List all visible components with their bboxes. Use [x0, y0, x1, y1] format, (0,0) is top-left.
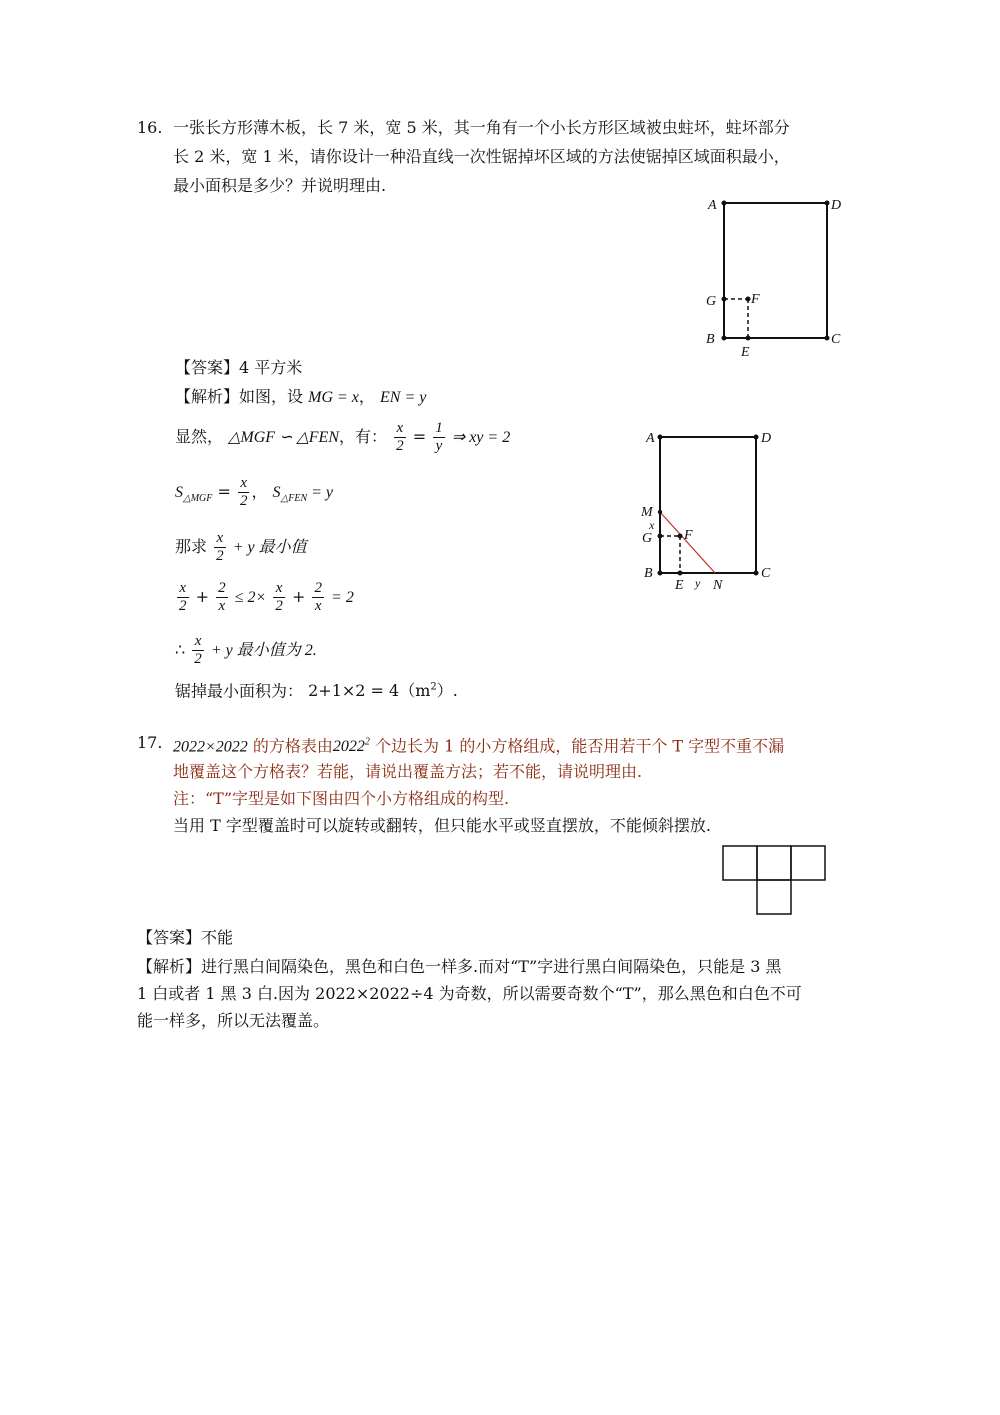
t-square-4 [757, 880, 791, 914]
label-g: G [706, 294, 717, 309]
label-x: x [649, 518, 655, 532]
label-g: G [642, 531, 653, 546]
label-a: A [646, 431, 655, 446]
board-rectangle [724, 203, 827, 338]
q17-analysis-line1: 【解析】进行黑白间隔染色，黑色和白色一样多.而对“T”字进行黑白间隔染色，只能是 3 黑 [137, 957, 782, 976]
fraction-x-over-2: $\frac{x}{2}$ [239, 475, 248, 509]
point-m [658, 510, 662, 514]
label-d: D [761, 431, 772, 446]
find-min-text: 那求 [175, 537, 208, 556]
q17-number: 17. [137, 733, 163, 752]
point-e [678, 571, 683, 576]
q17-line1: 2022×2022 的方格表由2022$^2$ 个边长为 1 的小方格组成，能否用若干个 T 字型不重不漏 [173, 736, 785, 756]
label-f: F [684, 528, 693, 543]
board-rectangle [660, 437, 756, 573]
s-mgf: $S_{\triangle MGF}$ [175, 484, 213, 505]
q17-line3: 注：“T”字型是如下图由四个小方格组成的构型. [173, 789, 510, 808]
q16-analysis-intro [175, 386, 426, 409]
q16-final-line [175, 677, 458, 702]
en-expression: EN = y [380, 389, 427, 406]
q16-figure-1 [695, 190, 855, 360]
label-b: B [644, 566, 653, 581]
label-c: C [831, 332, 841, 347]
answer-label: 【答案】 [175, 358, 240, 377]
have-text: ，有： [339, 427, 388, 446]
analysis-label: 【解析】 [175, 387, 240, 406]
mg-expression: MG = x [308, 389, 359, 406]
label-n: N [713, 578, 723, 593]
q16-similar-line: 显然， △MGF ∽ △FEN，有： $\frac{x}{2}$ = $\frac{1}{y}$ ⇒ xy = 2 [175, 420, 511, 454]
q17-line4: 当用 T 字型覆盖时可以旋转或翻转，但只能水平或竖直摆放，不能倾斜摆放. [173, 816, 711, 835]
point-f [746, 297, 751, 302]
final-expression: $2+1\times 2 = 4(m^2)$. [308, 681, 458, 701]
label-e: E [675, 578, 684, 593]
label-c: C [761, 566, 771, 581]
q16-find-min-line [175, 530, 307, 565]
fraction-x-over-2: $\frac{x}{2}$ [396, 420, 404, 454]
comma: ， [358, 387, 375, 406]
q16-therefore-line: ∴ $\frac{x}{2}$ + y 最小值为 2. [175, 633, 317, 667]
point-g [722, 297, 727, 302]
t-square-1 [723, 846, 757, 880]
answer-label: 【答案】 [137, 928, 202, 947]
t-square-3 [791, 846, 825, 880]
final-text: 锯掉最小面积为： [175, 681, 304, 701]
point-g [658, 534, 663, 539]
similar-triangles: △MGF ∽ △FEN [228, 429, 339, 446]
q16-line2: 长 2 米，宽 1 米，请你设计一种沿直线一次性锯掉坏区域的方法使锯掉区域面积最小， [173, 147, 790, 166]
plus-y-min: + y 最小值 [232, 539, 307, 556]
label-b: B [706, 332, 715, 347]
t-square-2 [757, 846, 791, 880]
point-b [722, 336, 727, 341]
point-a [658, 435, 663, 440]
obviously-text: 显然， [175, 427, 224, 446]
implies-xy: ⇒ xy = 2 [451, 429, 511, 446]
answer-text: 不能 [201, 928, 234, 947]
point-d [754, 435, 759, 440]
s-fen: $S_{\triangle FEN}$ [272, 484, 308, 505]
q17-analysis-line2: 1 白或者 1 黑 3 白.因为 2022×2022÷4 为奇数，所以需要奇数个“T”，那么黑色和白色不可 [137, 984, 802, 1003]
point-b [658, 571, 663, 576]
label-d: D [831, 198, 842, 213]
q16-number: 16. [137, 118, 163, 137]
point-a [722, 201, 727, 206]
analysis-label: 【解析】 [137, 957, 202, 976]
point-c [754, 571, 759, 576]
label-y: y [695, 576, 701, 590]
answer-text: 4 平方米 [239, 358, 303, 377]
label-e: E [741, 345, 750, 360]
q16-figure-2 [635, 425, 795, 595]
fraction-1-over-y: $\frac{1}{y}$ [435, 420, 443, 454]
q17-answer [137, 927, 233, 949]
point-e [746, 336, 751, 341]
min-value: + y 最小值为 2. [210, 642, 317, 659]
point-c [825, 336, 830, 341]
label-f: F [751, 292, 760, 307]
analysis-intro: 如图，设 [239, 387, 304, 406]
q16-area-line: $S_{\triangle MGF}$ = $\frac{x}{2}$ ， $S_{\triangle FEN} = y$ [175, 475, 334, 509]
q17-line2: 地覆盖这个方格表？若能，请说出覆盖方法；若不能，请说明理由. [173, 762, 643, 781]
t-shape-figure [722, 845, 828, 919]
q16-inequality-line: $\frac{x}{2}$ + $\frac{2}{x}$ ≤ 2× $\frac{x}{2}$ + $\frac{2}{x}$ = 2 [179, 580, 354, 614]
q16-line3: 最小面积是多少？并说明理由. [173, 176, 387, 195]
label-m: M [641, 505, 653, 520]
q16-line1: 一张长方形薄木板，长 7 米，宽 5 米，其一角有一个小长方形区域被虫蛀坏，蛀坏部分 [173, 118, 790, 137]
q16-answer [175, 357, 302, 379]
label-a: A [708, 198, 717, 213]
fraction-x-over-2: $\frac{x}{2}$ [216, 530, 224, 564]
q17-analysis-line3: 能一样多，所以无法覆盖。 [137, 1011, 330, 1030]
point-d [825, 201, 830, 206]
point-f [678, 534, 683, 539]
